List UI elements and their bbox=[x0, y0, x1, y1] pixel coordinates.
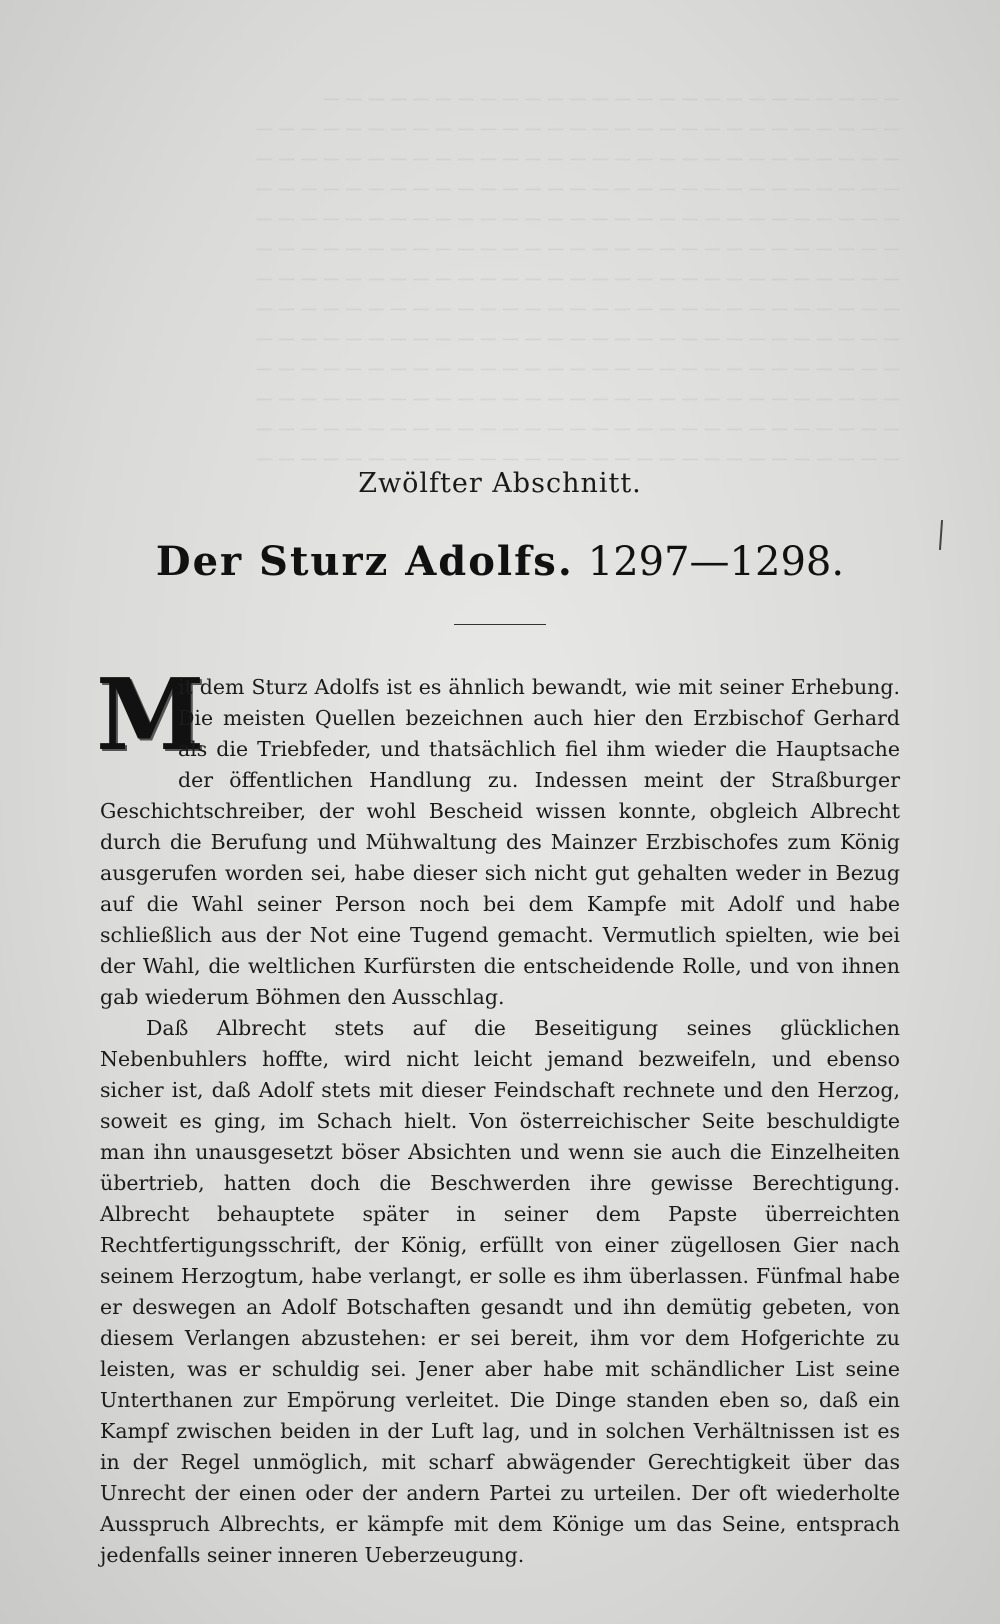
chapter-title bbox=[0, 538, 1000, 585]
drop-cap-initial: M bbox=[96, 658, 205, 773]
body-text bbox=[96, 658, 900, 1571]
show-through-top: — — — — — — — — — — — — — — — — — — — — — — — — — — — — — — — — — — — — — — — — — — — — — — — — — — — — — — — — — — — — — — — — — — — — — — — — — — — — — — — — — — — — — — — — — — — — — — — — — — — — — — — — — — — — — — — — — — — — — — — — — — — — — — — — — — — — — — — — — — — — — — — — — — — — — — — — — — — — — — — — — — — — — — — — — — — — — — — — — — — — — — — — — — — — — — — — — — — — — — — — — — — — — — — — — — — — — — — — — — — — — — — — — — — — — — — — — — — — — — — — — — — — — — — — — — — — — — — — — — — — — — — — — — — — — — — — — — — — — — — — — — — — — — — — — — — — — — — — — — — — — — — — — — — — — — — — — — — — — — — — — — — — — — — — — — — — — — — — — — — — — — — — — — — — — — — — — — — — — — — — — — — — — — — — — — — — — — bbox=[255, 89, 900, 469]
paragraph-1 bbox=[96, 658, 900, 1013]
section-heading: Zwölfter Abschnitt. bbox=[358, 468, 642, 499]
chapter-title-text: Der Sturz Adolfs. bbox=[155, 538, 574, 585]
paragraph-2: Daß Albrecht stets auf die Beseitigung seines glücklichen Nebenbuhlers hoffte, wird nicht leicht jemand bezweifeln, und ebenso sicher ist, daß Adolf stets mit dieser Feindschaft rechnete und den Herzog, soweit es ging, im Schach hielt. Von österreichischer Seite beschuldigte man ihn unausgesetzt böser Absichten und wenn sie auch die Einzelheiten übertrieb, hatten doch die Beschwerden ihre gewisse Berechtigung. Albrecht behauptete später in seiner dem Papste überreichten Rechtfertigungsschrift, der König, erfüllt von einer zügellosen Gier nach seinem Herzogtum, habe verlangt, er solle es ihm überlassen. Fünfmal habe er deswegen an Adolf Botschaften gesandt und ihn demütig gebeten, von diesem Verlangen abzustehen: er sei bereit, ihm vor dem Hofgerichte zu leisten, was er schuldig sei. Jener aber habe mit schändlicher List seine Unterthanen zur Empörung verleitet. Die Dinge standen eben so, daß ein Kampf zwischen beiden in der Luft lag, und in solchen Verhältnissen ist es in der Regel unmöglich, mit scharf abwägender Gerechtigkeit über das Unrecht der einen oder der andern Partei zu urteilen. Der oft wiederholte Ausspruch Albrechts, er kämpfe mit dem Könige um das Seine, entsprach jedenfalls seiner inneren Ueberzeugung. bbox=[100, 1016, 900, 1567]
title-divider bbox=[454, 624, 546, 625]
chapter-years: 1297—1298. bbox=[587, 539, 845, 585]
paragraph-1-text: it dem Sturz Adolfs ist es ähnlich bewandt, wie mit seiner Erhebung. Die meisten Quellen bezeichnen auch hier den Erzbischof Gerhard als die Triebfeder, und thatsächlich fiel ihm wieder die Hauptsache der öffentlichen Handlung zu. Indessen meint der Straßburger Geschichtschreiber, der wohl Bescheid wissen konnte, obgleich Albrecht durch die Berufung und Mühwaltung des Mainzer Erzbischofes zum König ausgerufen worden sei, habe dieser sich nicht gut gehalten weder in Bezug auf die Wahl seiner Person noch bei dem Kampfe mit Adolf und habe schließlich aus der Not eine Tugend gemacht. Vermutlich spielten, wie bei der Wahl, die weltlichen Kurfürsten die entscheidende Rolle, und von ihnen gab wiederum Böhmen den Ausschlag. bbox=[100, 675, 900, 1009]
